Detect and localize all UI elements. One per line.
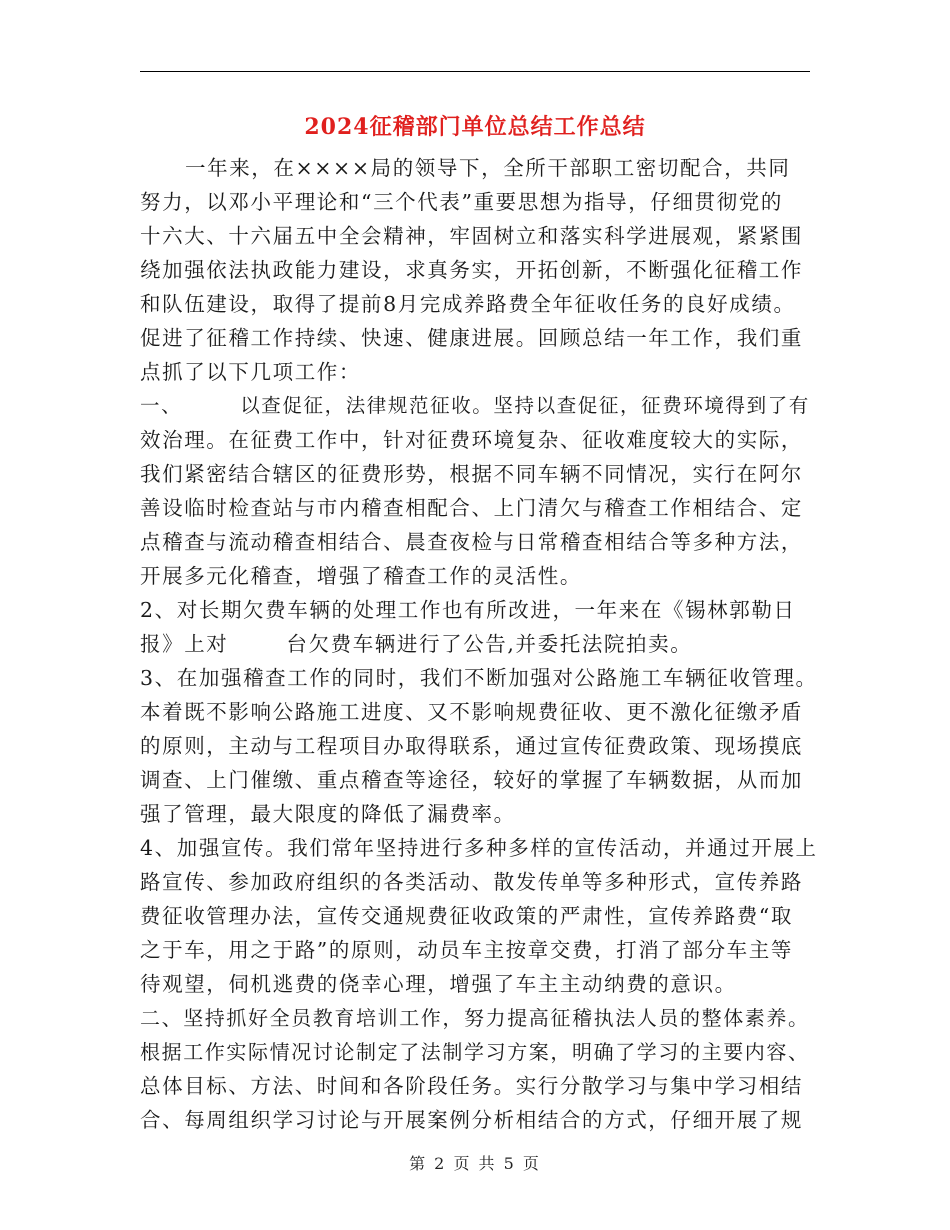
paragraph-line: 效治理。在征费工作中，针对征费环境复杂、征收难度较大的实际， [140, 428, 803, 452]
paragraph-line: 之于车，用之于路”的原则，动员车主按章交费，打消了部分车主等 [140, 938, 793, 962]
paragraph-line: 点稽查与流动稽查相结合、晨查夜检与日常稽查相结合等多种方法， [140, 530, 803, 554]
paragraph-line: 二、坚持抓好全员教育培训工作，努力提高征稽执法人员的整体素养。 [140, 1006, 810, 1030]
paragraph-line: 十六大、十六届五中全会精神，牢固树立和落实科学进展观，紧紧围 [140, 224, 803, 248]
paragraph-line: 根据工作实际情况讨论制定了法制学习方案，明确了学习的主要内容、 [140, 1040, 810, 1064]
paragraph-line: 2、对长期欠费车辆的处理工作也有所改进，一年来在《锡林郭勒日 [140, 598, 796, 622]
header-rule [140, 71, 810, 72]
paragraph-line: 努力，以邓小平理论和“三个代表”重要思想为指导，仔细贯彻党的 [140, 190, 783, 214]
paragraph-line: 点抓了以下几项工作： [140, 360, 361, 384]
paragraph-line: 调查、上门催缴、重点稽查等途径，较好的掌握了车辆数据，从而加 [140, 768, 803, 792]
paragraph-line: 一年来，在××××局的领导下，全所干部职工密切配合，共同 [185, 156, 791, 180]
paragraph-fragment: 报》上对 [140, 632, 229, 656]
paragraph-line: 4、加强宣传。我们常年坚持进行多种多样的宣传活动，并通过开展上 [140, 836, 818, 860]
paragraph-line-with-blank [140, 630, 692, 658]
paragraph-line: 以查促征，法律规范征收。坚持以查促征，征费环境得到了有 [240, 394, 810, 417]
paragraph-line: 本着既不影响公路施工进度、又不影响规费征收、更不激化征缴矛盾 [140, 700, 803, 724]
paragraph-line: 开展多元化稽查，增强了稽查工作的灵活性。 [140, 564, 582, 588]
paragraph-line: 路宣传、参加政府组织的各类活动、散发传单等多种形式，宣传养路 [140, 870, 803, 894]
paragraph-line: 和队伍建设，取得了提前8月完成养路费全年征收任务的良好成绩。 [140, 292, 796, 316]
page-number: 第 2 页 共 5 页 [409, 1154, 541, 1173]
list-marker: 一、 [140, 394, 183, 417]
paragraph-line: 总体目标、方法、时间和各阶段任务。实行分散学习与集中学习相结 [140, 1074, 803, 1098]
document-title: 2024征稽部门单位总结工作总结 [304, 114, 646, 140]
paragraph-line: 的原则，主动与工程项目办取得联系，通过宣传征费政策、现场摸底 [140, 734, 803, 758]
paragraph-line: 费征收管理办法，宣传交通规费征收政策的严肃性，宣传养路费“取 [140, 904, 793, 928]
list-item-one [140, 392, 810, 420]
paragraph-line: 3、在加强稽查工作的同时，我们不断加强对公路施工车辆征收管理。 [140, 666, 818, 690]
paragraph-line: 促进了征稽工作持续、快速、健康进展。回顾总结一年工作，我们重 [140, 326, 803, 350]
paragraph-line: 强了管理，最大限度的降低了漏费率。 [140, 802, 516, 826]
paragraph-line: 我们紧密结合辖区的征费形势，根据不同车辆不同情况，实行在阿尔 [140, 462, 803, 486]
paragraph-line: 绕加强依法执政能力建设，求真务实，开拓创新，不断强化征稽工作 [140, 258, 803, 282]
paragraph-line: 合、每周组织学习讨论与开展案例分析相结合的方式，仔细开展了规 [140, 1108, 803, 1132]
paragraph-line: 善设临时检查站与市内稽查相配合、上门清欠与稽查工作相结合、定 [140, 496, 803, 520]
paragraph-line: 待观望，伺机逃费的侥幸心理，增强了车主主动纳费的意识。 [140, 972, 737, 996]
paragraph-fragment: 台欠费车辆进行了公告,并委托法院拍卖。 [286, 632, 693, 656]
